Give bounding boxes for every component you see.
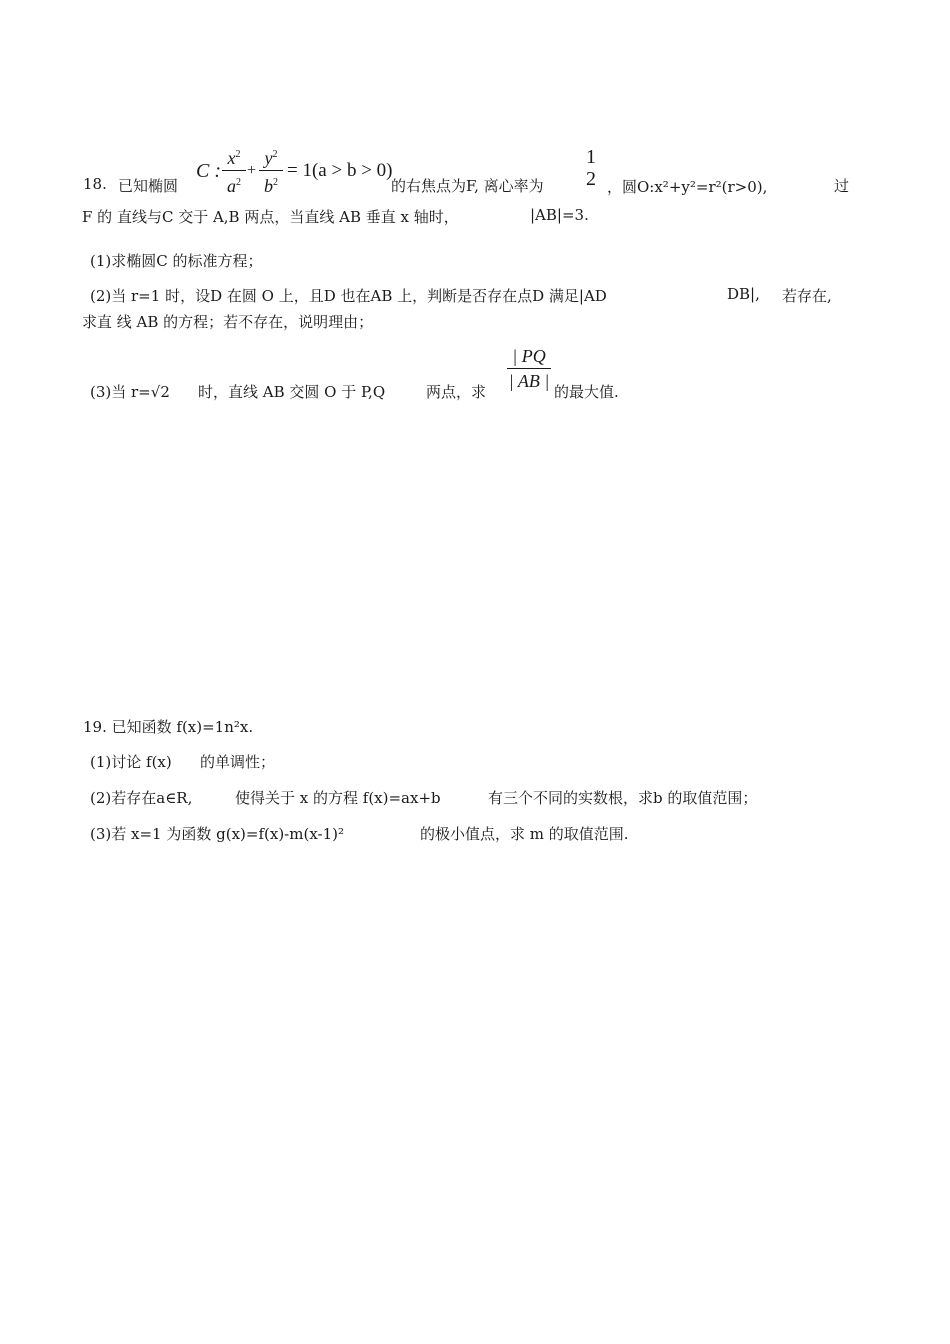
q18-part2-line2: 求直 线 AB 的方程；若不存在，说明理由； bbox=[82, 313, 374, 331]
q18-focus-text: 的右焦点为F, 离心率为 bbox=[391, 177, 544, 195]
formula-rhs: = 1(a > b > 0) bbox=[287, 160, 393, 181]
q19-part2-b: 使得关于 x 的方程 f(x)=ax+b bbox=[235, 789, 441, 807]
q18-guo: 过 bbox=[834, 177, 850, 195]
fraction-num-pq: | PQ bbox=[512, 346, 546, 366]
q18-part2-b: DB|, bbox=[727, 285, 760, 303]
q18-line2: F 的 直线与C 交于 A,B 两点，当直线 AB 垂直 x 轴时， bbox=[82, 208, 459, 226]
q18-part2-c: 若存在, bbox=[782, 287, 832, 305]
q18-part3-a: (3)当 r=√2 bbox=[90, 383, 170, 401]
fraction-den-ab: | AB | bbox=[508, 371, 550, 391]
q19-part3-a: (3)若 x=1 为函数 g(x)=f(x)-m(x-1)² bbox=[90, 825, 344, 843]
q19-part1-a: (1)讨论 f(x) bbox=[90, 753, 172, 771]
q18-part3-d: 的最大值. bbox=[554, 383, 619, 401]
q19-part3-b: 的极小值点，求 m 的取值范围. bbox=[420, 825, 629, 843]
eccentricity-num: 1 bbox=[586, 146, 596, 168]
pq-ab-fraction bbox=[507, 346, 551, 391]
formula-y-fraction bbox=[259, 145, 283, 196]
formula-x-fraction bbox=[222, 145, 246, 196]
q18-ab-value: |AB|=3. bbox=[530, 206, 589, 224]
q18-intro: 已知椭圆 bbox=[118, 177, 179, 195]
q18-part2-a: (2)当 r=1 时，设D 在圆 O 上，且D 也在AB 上，判断是否存在点D 满足|AD bbox=[90, 287, 607, 305]
formula-x-den: a bbox=[227, 176, 236, 196]
formula-lhs: C : bbox=[196, 160, 221, 182]
formula-plus: + bbox=[247, 162, 257, 179]
formula-y-den-sup: 2 bbox=[273, 177, 278, 188]
formula-y-num: y bbox=[264, 148, 273, 168]
formula-y-den: b bbox=[264, 176, 273, 196]
q19-part1-b: 的单调性； bbox=[200, 753, 276, 771]
q18-number: 18. bbox=[83, 175, 107, 193]
formula-x-sup: 2 bbox=[235, 149, 241, 160]
eccentricity-den: 2 bbox=[586, 168, 596, 190]
formula-y-sup: 2 bbox=[272, 149, 278, 160]
eccentricity-fraction bbox=[582, 147, 600, 189]
formula-x-den-sup: 2 bbox=[236, 177, 241, 188]
formula-x-num: x bbox=[227, 148, 236, 168]
q18-part3-b: 时，直线 AB 交圆 O 于 P,Q bbox=[198, 383, 386, 401]
q18-part1: (1)求椭圆C 的标准方程； bbox=[90, 252, 263, 270]
q18-circle: ，圆O:x²+y²=r²(r>0), bbox=[607, 178, 768, 196]
q19-part2-c: 有三个不同的实数根，求b 的取值范围； bbox=[488, 789, 758, 807]
q19-title: 19. 已知函数 f(x)=1n²x. bbox=[83, 718, 254, 736]
q18-part3-c: 两点，求 bbox=[426, 383, 487, 401]
q19-part2-a: (2)若存在a∈R, bbox=[90, 789, 193, 807]
